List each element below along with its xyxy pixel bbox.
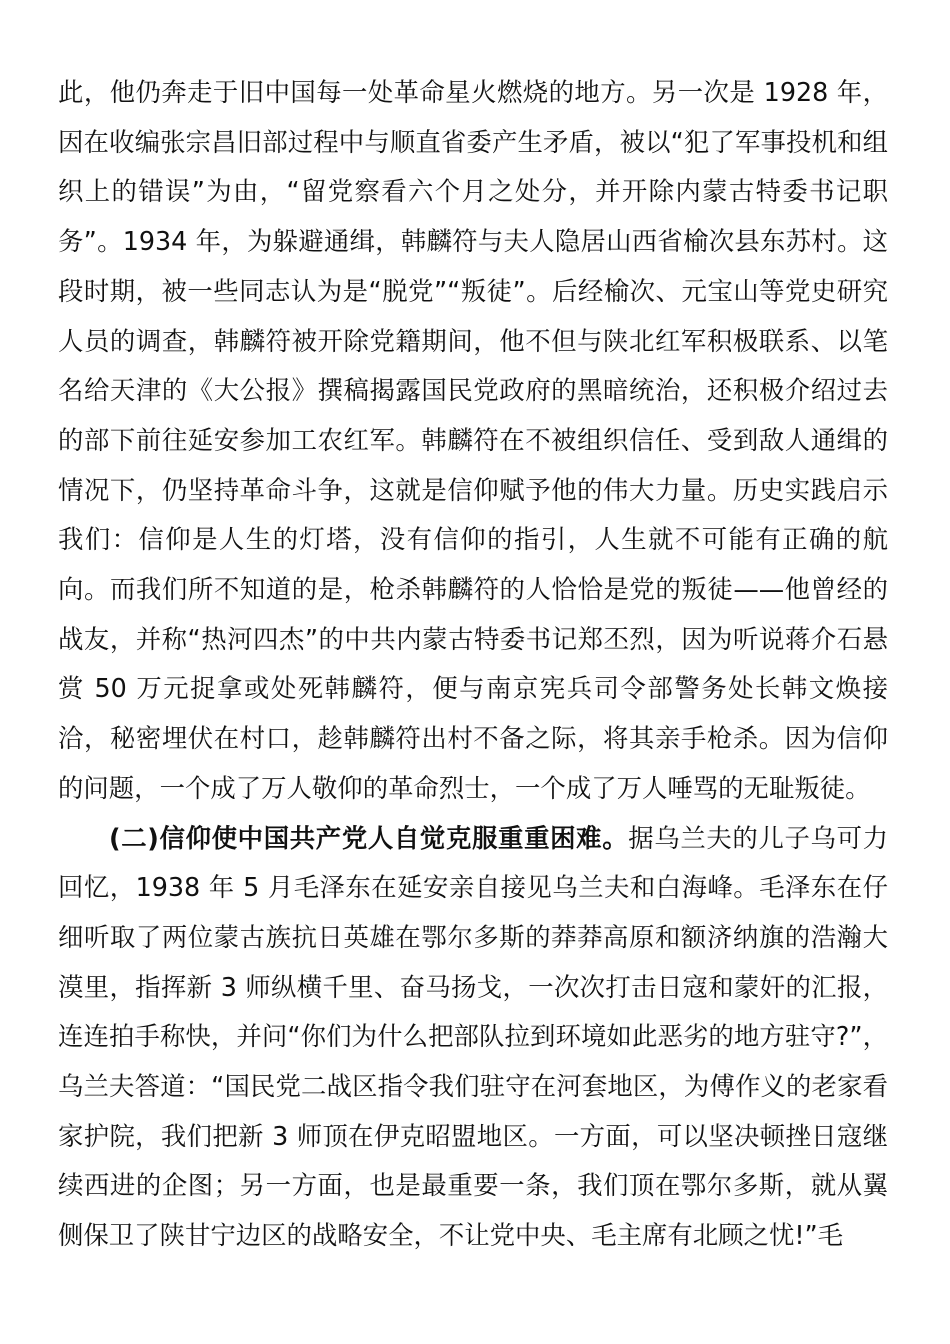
paragraph-han-linfu-text: 此，他仍奔走于旧中国每一处革命星火燃烧的地方。另一次是 1928 年，因在收编张宗昌旧部过程中与顺直省委产生矛盾，被以“犯了军事投机和组织上的错误”为由，“留党察看六个月之处分，并开除内蒙古特委书记职务”。1934 年，为躲避通缉，韩麟符与夫人隐居山西省榆次县东苏村。这段时期，被一些同志认为是“脱党”“叛徒”。后经榆次、元宝山等党史研究人员的调查，韩麟符被开除党籍期间，他不但与陕北红军积极联系、以笔名给天津的《大公报》撰稿揭露国民党政府的黑暗统治，还积极介绍过去的部下前往延安参加工农红军。韩麟符在不被组织信任、受到敌人通缉的情况下，仍坚持革命斗争，这就是信仰赋予他的伟大力量。历史实践启示我们：信仰是人生的灯塔，没有信仰的指引，人生就不可能有正确的航向。而我们所不知道的是，枪杀韩麟符的人恰恰是党的叛徒——他曾经的战友，并称“热河四杰”的中共内蒙古特委书记郑丕烈，因为听说蒋介石悬赏 50 万元捉拿或处死韩麟符，便与南京宪兵司令部警务处长韩文焕接洽，秘密埋伏在村口，趁韩麟符出村不备之际，将其亲手枪杀。因为信仰的问题，一个成了万人敬仰的革命烈士，一个成了万人唾骂的无耻叛徒。	[58, 77, 888, 803]
paragraph-faith-overcome-difficulties	[58, 814, 888, 1261]
section-heading: (二)信仰使中国共产党人自觉克服重重困难。	[109, 822, 629, 853]
paragraph-ulanhu-text: 据乌兰夫的儿子乌可力回忆，1938 年 5 月毛泽东在延安亲自接见乌兰夫和白海峰。毛泽东在仔细听取了两位蒙古族抗日英雄在鄂尔多斯的莽莽高原和额济纳旗的浩瀚大漠里，指挥新 3 师纵横千里、奋马扬戈，一次次打击日寇和蒙奸的汇报，连连拍手称快，并问“你们为什么把部队拉到环境如此恶劣的地方驻守?”，乌兰夫答道：“国民党二战区指令我们驻守在河套地区，为傅作义的老家看家护院，我们把新 3 师顶在伊克昭盟地区。一方面，可以坚决顿挫日寇继续西进的企图；另一方面，也是最重要一条，我们顶在鄂尔多斯，就从翼侧保卫了陕甘宁边区的战略安全，不让党中央、毛主席有北顾之忧!”毛	[58, 822, 888, 1251]
document-page	[58, 68, 888, 1261]
paragraph-han-linfu	[58, 68, 888, 814]
